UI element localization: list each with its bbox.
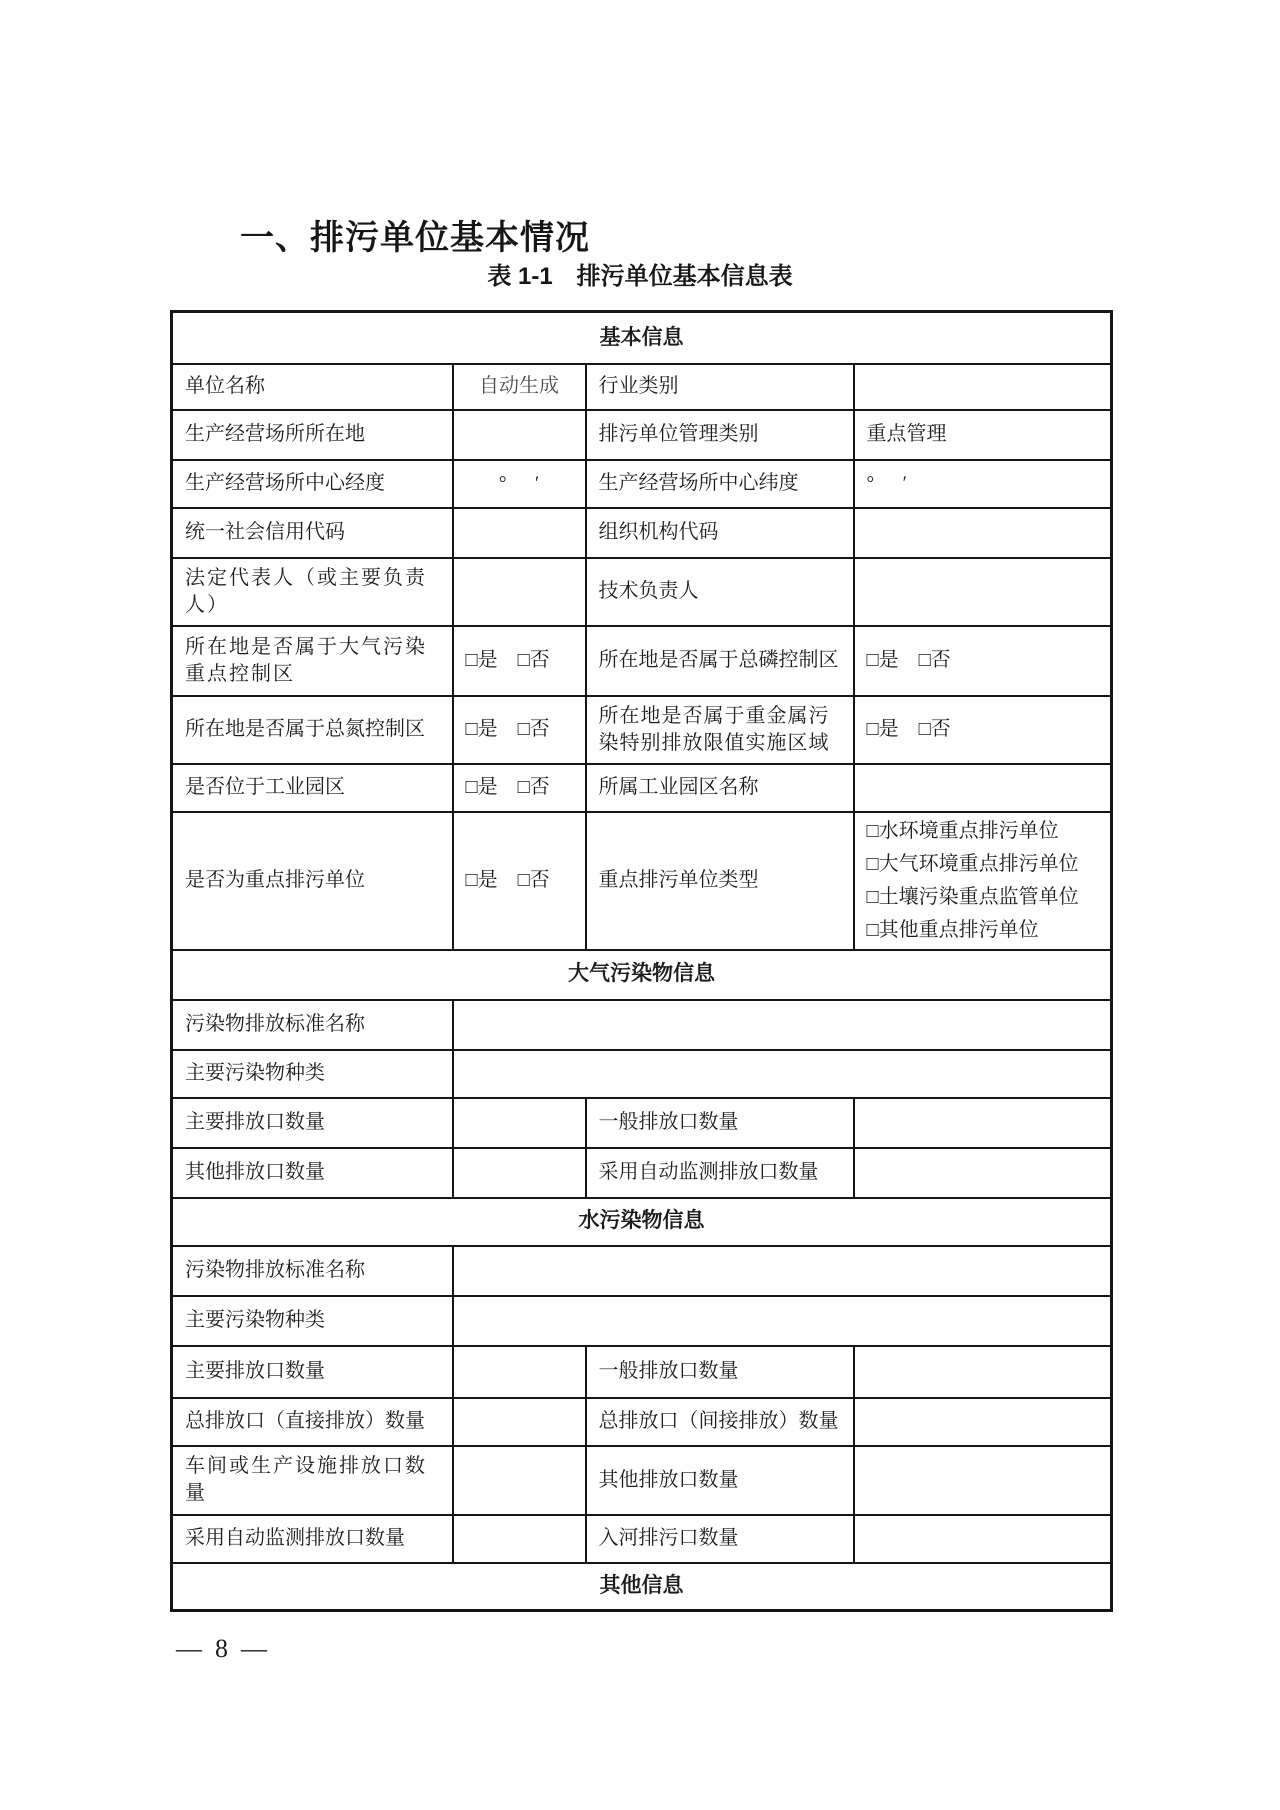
key-unit-option-air: □大气环境重点排污单位 [866, 852, 1079, 875]
cell-total-direct-value [453, 1398, 586, 1446]
cell-location-value [453, 410, 586, 460]
cell-phosphorus-zone-label: 所在地是否属于总磷控制区 [586, 626, 854, 696]
table-row [172, 460, 1112, 508]
cell-water-standard-name-value [453, 1246, 1112, 1296]
section-header-water: 水污染物信息 [172, 1198, 1112, 1246]
cell-air-main-outlets-label: 主要排放口数量 [172, 1098, 453, 1148]
cell-total-indirect-value [854, 1398, 1112, 1446]
cell-water-other-outlets-label: 其他排放口数量 [586, 1446, 854, 1515]
cell-workshop-outlets-label: 车间或生产设施排放口数量 [172, 1446, 453, 1515]
cell-longitude-label: 生产经营场所中心经度 [172, 460, 453, 508]
table-row [172, 1198, 1112, 1246]
table-row [172, 1446, 1112, 1515]
cell-air-standard-name-label: 污染物排放标准名称 [172, 1000, 453, 1050]
cell-legal-rep-label: 法定代表人（或主要负责人） [172, 558, 453, 626]
key-unit-option-other: □其他重点排污单位 [866, 918, 1039, 941]
cell-unit-name-label: 单位名称 [172, 364, 453, 410]
key-unit-option-soil: □土壤污染重点监管单位 [866, 885, 1079, 908]
is-key-unit-yes-no-checkboxes: □是 □否 [453, 812, 586, 950]
basic-info-table [170, 310, 1113, 1612]
cell-air-pollutant-types-label: 主要污染物种类 [172, 1050, 453, 1098]
cell-org-code-value [854, 508, 1112, 558]
table-row [172, 764, 1112, 812]
table-caption: 表 1-1 排污单位基本信息表 [487, 263, 793, 290]
cell-water-other-outlets-value [854, 1446, 1112, 1515]
cell-mgmt-category-label: 排污单位管理类别 [586, 410, 854, 460]
cell-latitude-label: 生产经营场所中心纬度 [586, 460, 854, 508]
cell-key-unit-type-options [854, 812, 1112, 950]
cell-unit-name-value: 自动生成 [453, 364, 586, 410]
section-heading: 一、排污单位基本情况 [240, 219, 590, 257]
cell-key-unit-type-label: 重点排污单位类型 [586, 812, 854, 950]
table-row [172, 1246, 1112, 1296]
cell-water-auto-monitor-value [453, 1515, 586, 1563]
cell-air-key-zone-label: 所在地是否属于大气污染重点控制区 [172, 626, 453, 696]
table-row [172, 1346, 1112, 1398]
cell-nitrogen-zone-label: 所在地是否属于总氮控制区 [172, 696, 453, 764]
cell-tech-lead-value [854, 558, 1112, 626]
table-row [172, 558, 1112, 626]
table-row [172, 1563, 1112, 1611]
cell-air-other-outlets-value [453, 1148, 586, 1198]
cell-latitude-value: ° ′ [854, 460, 1112, 508]
cell-water-auto-monitor-label: 采用自动监测排放口数量 [172, 1515, 453, 1563]
cell-air-auto-monitor-label: 采用自动监测排放口数量 [586, 1148, 854, 1198]
cell-water-standard-name-label: 污染物排放标准名称 [172, 1246, 453, 1296]
cell-total-direct-label: 总排放口（直接排放）数量 [172, 1398, 453, 1446]
table-row [172, 1515, 1112, 1563]
cell-air-auto-monitor-value [854, 1148, 1112, 1198]
table-row [172, 1000, 1112, 1050]
cell-industry-value [854, 364, 1112, 410]
cell-org-code-label: 组织机构代码 [586, 508, 854, 558]
phosphorus-zone-yes-no-checkboxes: □是 □否 [854, 626, 1112, 696]
cell-water-main-outlets-label: 主要排放口数量 [172, 1346, 453, 1398]
cell-credit-code-label: 统一社会信用代码 [172, 508, 453, 558]
table-row [172, 508, 1112, 558]
cell-water-general-outlets-label: 一般排放口数量 [586, 1346, 854, 1398]
cell-longitude-value: ° ′ [453, 460, 586, 508]
table-row [172, 812, 1112, 950]
cell-water-main-outlets-value [453, 1346, 586, 1398]
table-row [172, 626, 1112, 696]
section-header-other: 其他信息 [172, 1563, 1112, 1611]
table-row [172, 950, 1112, 1000]
key-unit-option-water: □水环境重点排污单位 [866, 819, 1059, 842]
table-row [172, 1398, 1112, 1446]
page-number: — 8 — [176, 1634, 267, 1663]
cell-air-general-outlets-value [854, 1098, 1112, 1148]
cell-air-pollutant-types-value [453, 1050, 1112, 1098]
cell-water-pollutant-types-label: 主要污染物种类 [172, 1296, 453, 1346]
cell-park-name-value [854, 764, 1112, 812]
table-row [172, 1296, 1112, 1346]
table-row [172, 1050, 1112, 1098]
heavy-metal-zone-yes-no-checkboxes: □是 □否 [854, 696, 1112, 764]
cell-air-standard-name-value [453, 1000, 1112, 1050]
cell-river-outlets-label: 入河排污口数量 [586, 1515, 854, 1563]
cell-industry-label: 行业类别 [586, 364, 854, 410]
nitrogen-zone-yes-no-checkboxes: □是 □否 [453, 696, 586, 764]
cell-total-indirect-label: 总排放口（间接排放）数量 [586, 1398, 854, 1446]
cell-credit-code-value [453, 508, 586, 558]
cell-park-name-label: 所属工业园区名称 [586, 764, 854, 812]
cell-water-general-outlets-value [854, 1346, 1112, 1398]
cell-air-main-outlets-value [453, 1098, 586, 1148]
air-key-zone-yes-no-checkboxes: □是 □否 [453, 626, 586, 696]
table-row [172, 364, 1112, 410]
cell-water-pollutant-types-value [453, 1296, 1112, 1346]
section-header-basic: 基本信息 [172, 312, 1112, 364]
table-row [172, 410, 1112, 460]
cell-industrial-park-label: 是否位于工业园区 [172, 764, 453, 812]
cell-workshop-outlets-value [453, 1446, 586, 1515]
cell-air-other-outlets-label: 其他排放口数量 [172, 1148, 453, 1198]
cell-heavy-metal-zone-label: 所在地是否属于重金属污染特别排放限值实施区域 [586, 696, 854, 764]
section-header-air: 大气污染物信息 [172, 950, 1112, 1000]
industrial-park-yes-no-checkboxes: □是 □否 [453, 764, 586, 812]
cell-legal-rep-value [453, 558, 586, 626]
cell-tech-lead-label: 技术负责人 [586, 558, 854, 626]
cell-is-key-unit-label: 是否为重点排污单位 [172, 812, 453, 950]
cell-river-outlets-value [854, 1515, 1112, 1563]
table-row [172, 312, 1112, 364]
cell-mgmt-category-value: 重点管理 [854, 410, 1112, 460]
table-row [172, 1098, 1112, 1148]
cell-air-general-outlets-label: 一般排放口数量 [586, 1098, 854, 1148]
table-row [172, 1148, 1112, 1198]
table-row [172, 696, 1112, 764]
cell-location-label: 生产经营场所所在地 [172, 410, 453, 460]
